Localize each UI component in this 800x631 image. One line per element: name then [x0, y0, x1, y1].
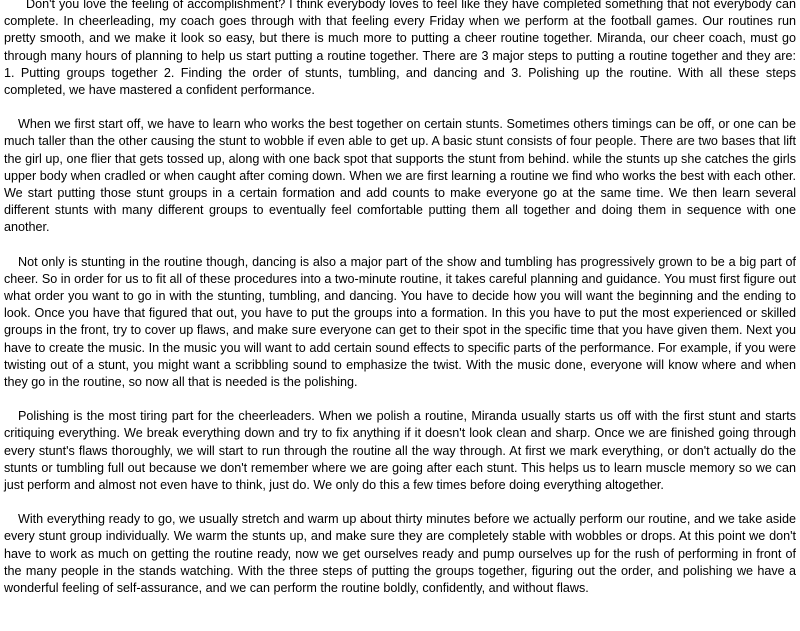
- paragraph-putting-groups-together: When we first start off, we have to learn who works the best together on certain stunts. Sometimes others timings can be off, or one can be much taller than the other causing the stunt to wobble if even able to get up. A basic stunt consists of four people. There are two bases that lift the girl up, one flier that gets tossed up, along with one back spot that supports the stunt from behind. while the stunts up she catches the girls upper body when cradled or when caught after coming down. When we are first learning a routine we find who works the best with each other. We start putting those stunt groups in a certain formation and add counts to make everyone go at the same time. We then learn several different stunts with many different groups to eventually feel comfortable putting them all together and doing them in sequence with one another.: [4, 117, 796, 235]
- paragraph-polishing: Polishing is the most tiring part for the cheerleaders. When we polish a routine, Miranda usually starts us off with the first stunt and starts critiquing everything. We break everything down and try to fix anything if it doesn't look clean and sharp. Once we are finished going through every stunt's flaws thoroughly, we will start to run through the routine all the way through. At first we mark everything, or don't actually do the stunts or tumbling full out because we don't remember where we are going after each stunt. This helps us to learn muscle memory so we can just perform and almost not even have to think, just do. We only do this a few times before doing everything altogether.: [4, 409, 796, 493]
- paragraph-order-of-routine: Not only is stunting in the routine though, dancing is also a major part of the show and tumbling has progressively grown to be a big part of cheer. So in order for us to fit all of these procedures into a two-minute routine, it takes careful planning and guidance. You must first figure out what order you want to go in with the stunting, tumbling, and dancing. You have to decide how you will want the beginning and the ending to look. Once you have that figured that out, you have to put the groups into a formation. In this you have to put the most experienced or skilled groups in the front, try to cover up flaws, and make sure everyone can get to their spot in the specific time that you have given them. Next you have to create the music. In the music you will want to add certain sound effects to specific parts of the performance. For example, if you were twisting out of a stunt, you might want a scribbling sound to emphasize the twist. With the music done, everyone will know where and when they go in the routine, so now all that is needed is the polishing.: [4, 254, 796, 390]
- paragraph-introduction: Don't you love the feeling of accomplishment? I think everybody loves to feel like they have completed something that not everybody can complete. In cheerleading, my coach goes through with that feeling every Friday when we perform at the football games. Our routines run pretty smooth, and we make it look so easy, but there is much more to putting a cheer routine together. Miranda, our cheer coach, must go through many hours of planning to help us start putting a routine together. There are 3 major steps to putting a routine together and they are: 1. Putting groups together 2. Finding the order of stunts, tumbling, and dancing and 3. Polishing up the routine. With all these steps completed, we have mastered a confident performance.: [4, 0, 796, 98]
- paragraph-conclusion: With everything ready to go, we usually stretch and warm up about thirty minutes before we actually perform our routine, and we take aside every stunt group individually. We warm the stunts up, and make sure they are completely stable with wobbles or drops. At this point we don't have to work as much on getting the routine ready, now we get ourselves ready and pump ourselves up for the rush of performing in front of the many people in the stands watching. With the three steps of putting the groups together, figuring out the order, and polishing we have a wonderful feeling of self-assurance, and we can perform the routine boldly, confidently, and without flaws.: [4, 512, 796, 596]
